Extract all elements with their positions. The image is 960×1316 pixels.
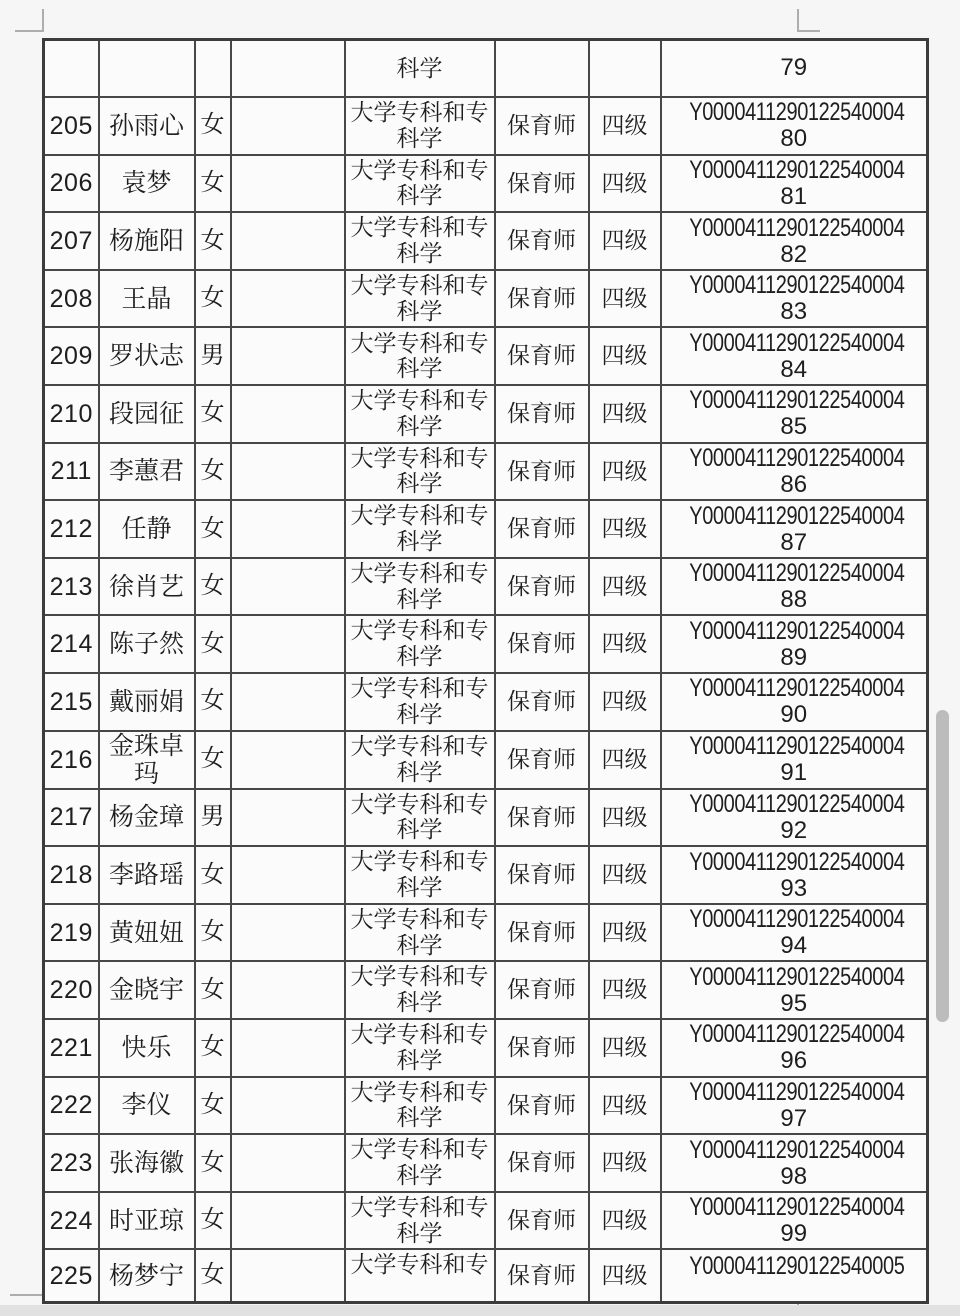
cell-gender	[195, 40, 231, 98]
cell-education: 大学专科和专 科学	[345, 1192, 495, 1250]
cell-occupation: 保育师	[495, 558, 589, 616]
cell-occupation: 保育师	[495, 961, 589, 1019]
cell-level: 四级	[589, 731, 661, 789]
cell-name: 张海徽	[99, 1134, 195, 1192]
cell-education: 大学专科和专 科学	[345, 155, 495, 213]
cell-certificate: Y0000411290122540004 83	[661, 270, 928, 328]
table-row	[44, 212, 928, 270]
cell-gender: 女	[195, 1077, 231, 1135]
cell-certificate: Y0000411290122540004 92	[661, 789, 928, 847]
cell-education-tail: 科学	[345, 40, 495, 98]
cell-blank	[231, 673, 345, 731]
cell-certificate: Y0000411290122540004 98	[661, 1134, 928, 1192]
cell-index: 210	[44, 385, 99, 443]
cell-name: 黄妞妞	[99, 904, 195, 962]
cell-gender: 女	[195, 500, 231, 558]
cell-gender: 女	[195, 155, 231, 213]
cell-blank	[231, 615, 345, 673]
cell-level: 四级	[589, 558, 661, 616]
cell-level: 四级	[589, 1019, 661, 1077]
cell-occupation: 保育师	[495, 789, 589, 847]
cell-name: 王晶	[99, 270, 195, 328]
cell-certificate: Y0000411290122540004 84	[661, 327, 928, 385]
cell-occupation: 保育师	[495, 1019, 589, 1077]
cell-name: 李路瑶	[99, 846, 195, 904]
cell-education: 大学专科和专 科学	[345, 385, 495, 443]
cell-education: 大学专科和专 科学	[345, 615, 495, 673]
cell-occupation: 保育师	[495, 500, 589, 558]
cell-name: 段园征	[99, 385, 195, 443]
cell-certificate: Y0000411290122540004 91	[661, 731, 928, 789]
table-row	[44, 270, 928, 328]
cell-gender: 女	[195, 385, 231, 443]
cell-index: 219	[44, 904, 99, 962]
cell-gender: 女	[195, 1192, 231, 1250]
cell-education: 大学专科和专 科学	[345, 789, 495, 847]
cell-occupation: 保育师	[495, 270, 589, 328]
cell-blank	[231, 327, 345, 385]
cell-blank	[231, 558, 345, 616]
cell-gender: 男	[195, 789, 231, 847]
cell-blank	[231, 1019, 345, 1077]
cell-name: 杨梦宁	[99, 1249, 195, 1302]
cell-level: 四级	[589, 443, 661, 501]
cell-gender: 女	[195, 673, 231, 731]
cell-education: 大学专科和专 科学	[345, 558, 495, 616]
cell-level	[589, 40, 661, 98]
cell-index: 217	[44, 789, 99, 847]
cell-certificate: Y0000411290122540004 82	[661, 212, 928, 270]
cell-occupation	[495, 40, 589, 98]
cell-gender: 女	[195, 961, 231, 1019]
cell-certificate: Y0000411290122540004 87	[661, 500, 928, 558]
cell-blank	[231, 40, 345, 98]
cell-education: 大学专科和专 科学	[345, 731, 495, 789]
cell-level: 四级	[589, 615, 661, 673]
cell-certificate: Y0000411290122540004 97	[661, 1077, 928, 1135]
cell-occupation: 保育师	[495, 443, 589, 501]
table-row	[44, 500, 928, 558]
certificate-table	[42, 38, 929, 1304]
cell-level: 四级	[589, 500, 661, 558]
cell-education: 大学专科和专 科学	[345, 961, 495, 1019]
cell-certificate-tail: 79	[661, 40, 928, 98]
scrollbar-thumb[interactable]	[936, 710, 949, 1022]
cell-occupation: 保育师	[495, 155, 589, 213]
table-row	[44, 558, 928, 616]
cell-certificate: Y0000411290122540004 89	[661, 615, 928, 673]
cell-education: 大学专科和专 科学	[345, 327, 495, 385]
cell-occupation: 保育师	[495, 615, 589, 673]
cell-name: 孙雨心	[99, 97, 195, 155]
cell-occupation: 保育师	[495, 1134, 589, 1192]
cell-gender: 女	[195, 1134, 231, 1192]
cell-name: 金珠卓玛	[99, 731, 195, 789]
cell-gender: 女	[195, 270, 231, 328]
table-row	[44, 961, 928, 1019]
cell-certificate: Y0000411290122540004 88	[661, 558, 928, 616]
table-row	[44, 1192, 928, 1250]
cell-blank	[231, 385, 345, 443]
margin-mark-top-left	[15, 9, 44, 32]
cell-occupation: 保育师	[495, 97, 589, 155]
cell-level: 四级	[589, 155, 661, 213]
cell-certificate: Y0000411290122540004 99	[661, 1192, 928, 1250]
cell-name: 李蕙君	[99, 443, 195, 501]
cell-blank	[231, 1192, 345, 1250]
table-row	[44, 1134, 928, 1192]
table-row	[44, 731, 928, 789]
cell-certificate: Y0000411290122540004 85	[661, 385, 928, 443]
cell-index: 205	[44, 97, 99, 155]
cell-index: 213	[44, 558, 99, 616]
cell-name	[99, 40, 195, 98]
cell-index: 215	[44, 673, 99, 731]
cell-gender: 女	[195, 443, 231, 501]
cell-education: 大学专科和专 科学	[345, 1134, 495, 1192]
cell-index: 214	[44, 615, 99, 673]
cell-blank	[231, 731, 345, 789]
cell-blank	[231, 846, 345, 904]
cell-occupation: 保育师	[495, 1249, 589, 1302]
cell-education: 大学专科和专 科学	[345, 212, 495, 270]
cell-blank	[231, 1134, 345, 1192]
cell-index: 206	[44, 155, 99, 213]
cell-level: 四级	[589, 961, 661, 1019]
cell-name: 时亚琼	[99, 1192, 195, 1250]
cell-index: 221	[44, 1019, 99, 1077]
cell-level: 四级	[589, 846, 661, 904]
cell-occupation: 保育师	[495, 846, 589, 904]
table-row	[44, 615, 928, 673]
cell-gender: 女	[195, 846, 231, 904]
cell-blank	[231, 212, 345, 270]
cell-name: 杨施阳	[99, 212, 195, 270]
cell-blank	[231, 789, 345, 847]
cell-index: 220	[44, 961, 99, 1019]
cell-occupation: 保育师	[495, 673, 589, 731]
cell-gender: 女	[195, 615, 231, 673]
cell-index: 209	[44, 327, 99, 385]
cell-name: 快乐	[99, 1019, 195, 1077]
cell-occupation: 保育师	[495, 1077, 589, 1135]
cell-level: 四级	[589, 1077, 661, 1135]
cell-gender: 女	[195, 1019, 231, 1077]
carryover-row	[44, 40, 928, 98]
cell-name: 金晓宇	[99, 961, 195, 1019]
cell-name: 杨金璋	[99, 789, 195, 847]
cell-level: 四级	[589, 1134, 661, 1192]
cell-name: 袁梦	[99, 155, 195, 213]
cell-certificate: Y0000411290122540004 81	[661, 155, 928, 213]
cell-level: 四级	[589, 673, 661, 731]
cell-level: 四级	[589, 270, 661, 328]
cell-certificate: Y0000411290122540004 93	[661, 846, 928, 904]
cell-certificate: Y0000411290122540004 96	[661, 1019, 928, 1077]
cell-gender: 女	[195, 904, 231, 962]
cell-certificate: Y0000411290122540004 80	[661, 97, 928, 155]
cell-index: 212	[44, 500, 99, 558]
cell-occupation: 保育师	[495, 327, 589, 385]
cell-index: 225	[44, 1249, 99, 1302]
cell-gender: 女	[195, 1249, 231, 1302]
cell-education: 大学专科和专 科学	[345, 270, 495, 328]
cell-certificate: Y0000411290122540004 90	[661, 673, 928, 731]
table-row	[44, 789, 928, 847]
cell-blank	[231, 155, 345, 213]
cell-blank	[231, 961, 345, 1019]
cell-name: 任静	[99, 500, 195, 558]
cell-certificate: Y0000411290122540004 86	[661, 443, 928, 501]
cell-certificate: Y0000411290122540005	[661, 1249, 928, 1302]
cell-name: 李仪	[99, 1077, 195, 1135]
cell-education: 大学专科和专 科学	[345, 673, 495, 731]
cell-name: 戴丽娟	[99, 673, 195, 731]
table-row	[44, 327, 928, 385]
table-sheet	[42, 38, 929, 1304]
cell-gender: 女	[195, 212, 231, 270]
table-row	[44, 97, 928, 155]
cell-blank	[231, 904, 345, 962]
cell-education: 大学专科和专 科学	[345, 904, 495, 962]
cell-education: 大学专科和专 科学	[345, 443, 495, 501]
table-row	[44, 1249, 928, 1302]
table-row	[44, 155, 928, 213]
cell-level: 四级	[589, 385, 661, 443]
table-row	[44, 904, 928, 962]
cell-gender: 女	[195, 558, 231, 616]
cell-index: 208	[44, 270, 99, 328]
cell-education: 大学专科和专 科学	[345, 97, 495, 155]
cell-index: 223	[44, 1134, 99, 1192]
cell-level: 四级	[589, 97, 661, 155]
cell-occupation: 保育师	[495, 904, 589, 962]
cell-level: 四级	[589, 1249, 661, 1302]
cell-occupation: 保育师	[495, 1192, 589, 1250]
table-row	[44, 385, 928, 443]
page-bottom-edge	[0, 1305, 960, 1316]
cell-level: 四级	[589, 1192, 661, 1250]
cell-occupation: 保育师	[495, 385, 589, 443]
cell-certificate: Y0000411290122540004 95	[661, 961, 928, 1019]
cell-index: 207	[44, 212, 99, 270]
cell-index: 211	[44, 443, 99, 501]
cell-gender: 女	[195, 731, 231, 789]
cell-gender: 女	[195, 97, 231, 155]
cell-name: 罗状志	[99, 327, 195, 385]
cell-index: 216	[44, 731, 99, 789]
cell-education: 大学专科和专 科学	[345, 1019, 495, 1077]
margin-mark-top-right	[797, 9, 820, 32]
cell-education: 大学专科和专 科学	[345, 846, 495, 904]
table-row	[44, 1077, 928, 1135]
cell-education: 大学专科和专	[345, 1249, 495, 1302]
cell-blank	[231, 500, 345, 558]
cell-education: 大学专科和专 科学	[345, 500, 495, 558]
cell-education: 大学专科和专 科学	[345, 1077, 495, 1135]
cell-blank	[231, 270, 345, 328]
cell-level: 四级	[589, 212, 661, 270]
cell-name: 陈子然	[99, 615, 195, 673]
cell-index: 224	[44, 1192, 99, 1250]
cell-occupation: 保育师	[495, 731, 589, 789]
cell-level: 四级	[589, 904, 661, 962]
cell-level: 四级	[589, 789, 661, 847]
cell-name: 徐肖艺	[99, 558, 195, 616]
cell-blank	[231, 1077, 345, 1135]
cell-occupation: 保育师	[495, 212, 589, 270]
cell-index: 222	[44, 1077, 99, 1135]
table-row	[44, 443, 928, 501]
cell-index: 218	[44, 846, 99, 904]
table-row	[44, 846, 928, 904]
cell-certificate: Y0000411290122540004 94	[661, 904, 928, 962]
cell-blank	[231, 97, 345, 155]
cell-blank	[231, 1249, 345, 1302]
cell-index	[44, 40, 99, 98]
table-row	[44, 1019, 928, 1077]
table-row	[44, 673, 928, 731]
cell-level: 四级	[589, 327, 661, 385]
cell-gender: 男	[195, 327, 231, 385]
cell-blank	[231, 443, 345, 501]
